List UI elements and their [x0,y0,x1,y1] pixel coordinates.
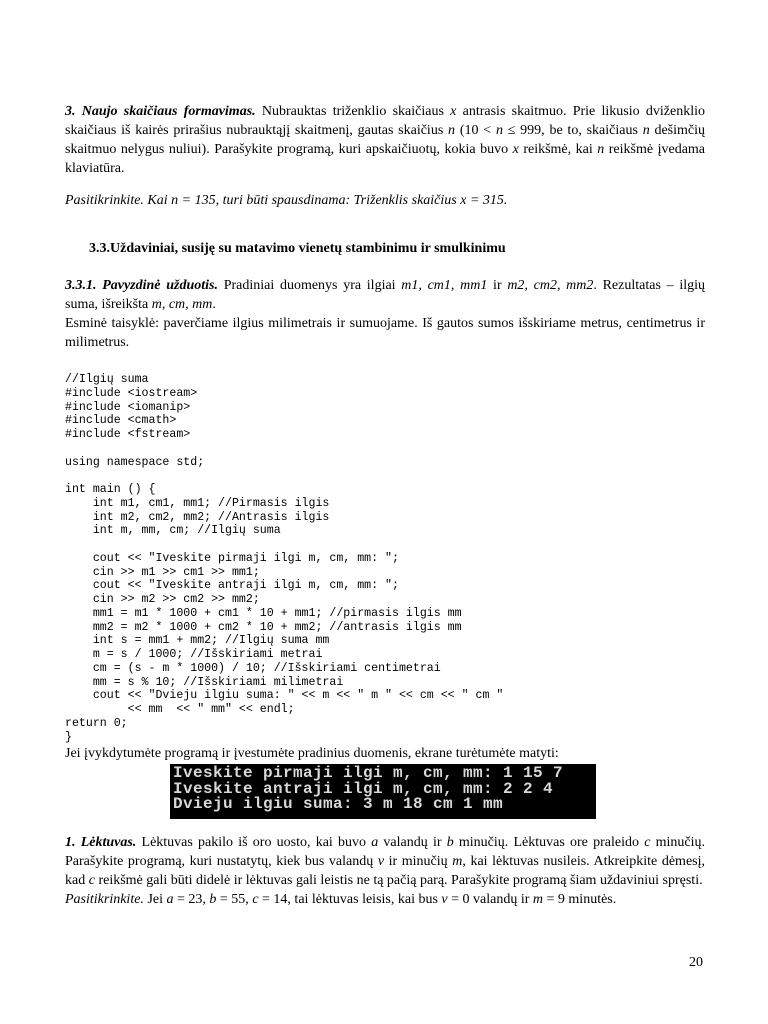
var: n [448,123,456,138]
var: c [644,835,651,850]
task1-text: Lėktuvas pakilo iš oro uosto, kai buvo [136,835,372,850]
task1-check [65,890,705,909]
var: m [532,892,544,907]
var: a [166,892,174,907]
example-rule: Esminė taisyklė: paverčiame ilgius milimetrais ir sumuojame. Iš gautos sumos išskiriame metrus, centimetrus ir milimetrus. [65,316,705,350]
example-text: . [212,297,216,312]
task1-text: , kai lėktuvas nusileis. Atkreipkite dėmesį, kad [65,854,705,888]
example-paragraph [65,276,705,314]
var: m, cm, mm [151,297,213,312]
console-output: Iveskite pirmaji ilgi m, cm, mm: 1 15 7 Iveskite antraji ilgi m, cm, mm: 2 2 4 Dvieju ilgiu suma: 3 m 18 cm 1 mm [170,764,596,819]
task3-text: antrasis skaitmuo. Prie likusio dviženklio skaičiaus iš kairės prirašius nubrauktąjį skaitmenį, gautas skaičius [65,104,705,138]
example-text: . Rezultatas – ilgių suma, išreikšta [65,278,705,312]
task1-text: = 23, [173,892,210,907]
code-listing: //Ilgių suma #include <iostream> #include <iomanip> #include <cmath> #include <fstream> using namespace std; int main () { int m1, cm1, mm1; //Pirmasis ilgis int m2, cm2, mm2; //Antrasis ilgis int m, mm, cm; //Ilgių suma cout << "Iveskite pirmaji ilgi m, cm, mm: "; cin >> m1 >> cm1 >> mm1; cout << "Iveskite antraji ilgi m, cm, mm: "; cin >> m2 >> cm2 >> mm2; mm1 = m1 * 1000 + cm1 * 10 + mm1; //pirmasis ilgis mm mm2 = m2 * 1000 + cm2 * 10 + mm2; //antrasis ilgis mm int s = mm1 + mm2; //Ilgių suma mm m = s / 1000; //Išskiriami metrai cm = (s - m * 1000) / 10; //Išskiriami centimetrai mm = s % 10; //Išskiriami milimetrai cout << "Dvieju ilgiu suma: " << m << " m " << cm << " cm " << mm << " mm" << endl; return 0; } [65,373,504,744]
var: c [252,892,259,907]
task3-text: reikšmė, kai [518,142,598,157]
task3-check [65,191,705,210]
task3-text: Nubrauktas triženklio skaičiaus [255,104,451,119]
page-content [65,102,705,763]
task3-text: reikšmė įvedama klaviatūra. [65,142,706,176]
task1-text: reikšmė gali būti didelė ir lėktuvas gali leistis ne tą pačią parą. Parašykite programą šiam uždaviniui spręsti. [94,873,703,888]
task3-text: (10 < [455,123,496,138]
var: m2, cm2, mm2 [507,278,594,293]
var: x [512,142,519,157]
task1-text: minučių. Parašykite programą, kuri nustatytų, kiek bus valandų [65,835,705,869]
task1-text: Jei [143,892,167,907]
var: a [371,835,379,850]
task1-text: = 55, [216,892,253,907]
var: n [597,142,605,157]
page-number: 20 [689,955,703,970]
var: n [495,123,503,138]
task1-text: = 9 minutės. [543,892,617,907]
var: m1, cm1, mm1 [401,278,488,293]
example-text: ir [487,278,508,293]
task1-text: = 0 valandų ir [447,892,533,907]
task1-text: valandų ir [378,835,447,850]
task1-text: ir minučių [384,854,453,869]
var: c [88,873,95,888]
task1-section [65,833,705,909]
example-text: Pradiniai duomenys yra ilgiai [217,278,402,293]
task3-check-text: Pasitikrinkite. Kai n = 135, turi būti spausdinama: Triženklis skaičius x = 315. [65,193,508,208]
var: m [452,854,463,869]
task3-title: 3. Naujo skaičiaus formavimas. [65,104,256,119]
task3-text: ≤ 999, be to, skaičiaus [502,123,643,138]
task1-text: = 14, tai lėktuvas leisis, kai bus [258,892,442,907]
task1-title: 1. Lėktuvas. [65,835,137,850]
task3-text: dešimčių skaitmuo nelygus nuliui). Parašykite programą, kuri apskaičiuotų, kokia buvo [65,123,706,157]
var: b [209,892,217,907]
var: v [377,854,385,869]
var: v [441,892,448,907]
var: b [446,835,454,850]
task1-text: minučių. Lėktuvas ore praleido [453,835,645,850]
after-code-text: Jei įvykdytumėte programą ir įvestumėte pradinius duomenis, ekrane turėtumėte matyti: [65,746,559,762]
section-heading: 3.3.Uždaviniai, susiję su matavimo vienetų stambinimu ir smulkinimu [89,241,506,256]
example-label: 3.3.1. Pavyzdinė užduotis. [65,278,218,293]
var: n [642,123,650,138]
task1-paragraph [65,833,705,890]
task3-paragraph [65,102,705,178]
task1-check-label: Pasitikrinkite. [65,892,144,907]
var: x [450,104,457,119]
